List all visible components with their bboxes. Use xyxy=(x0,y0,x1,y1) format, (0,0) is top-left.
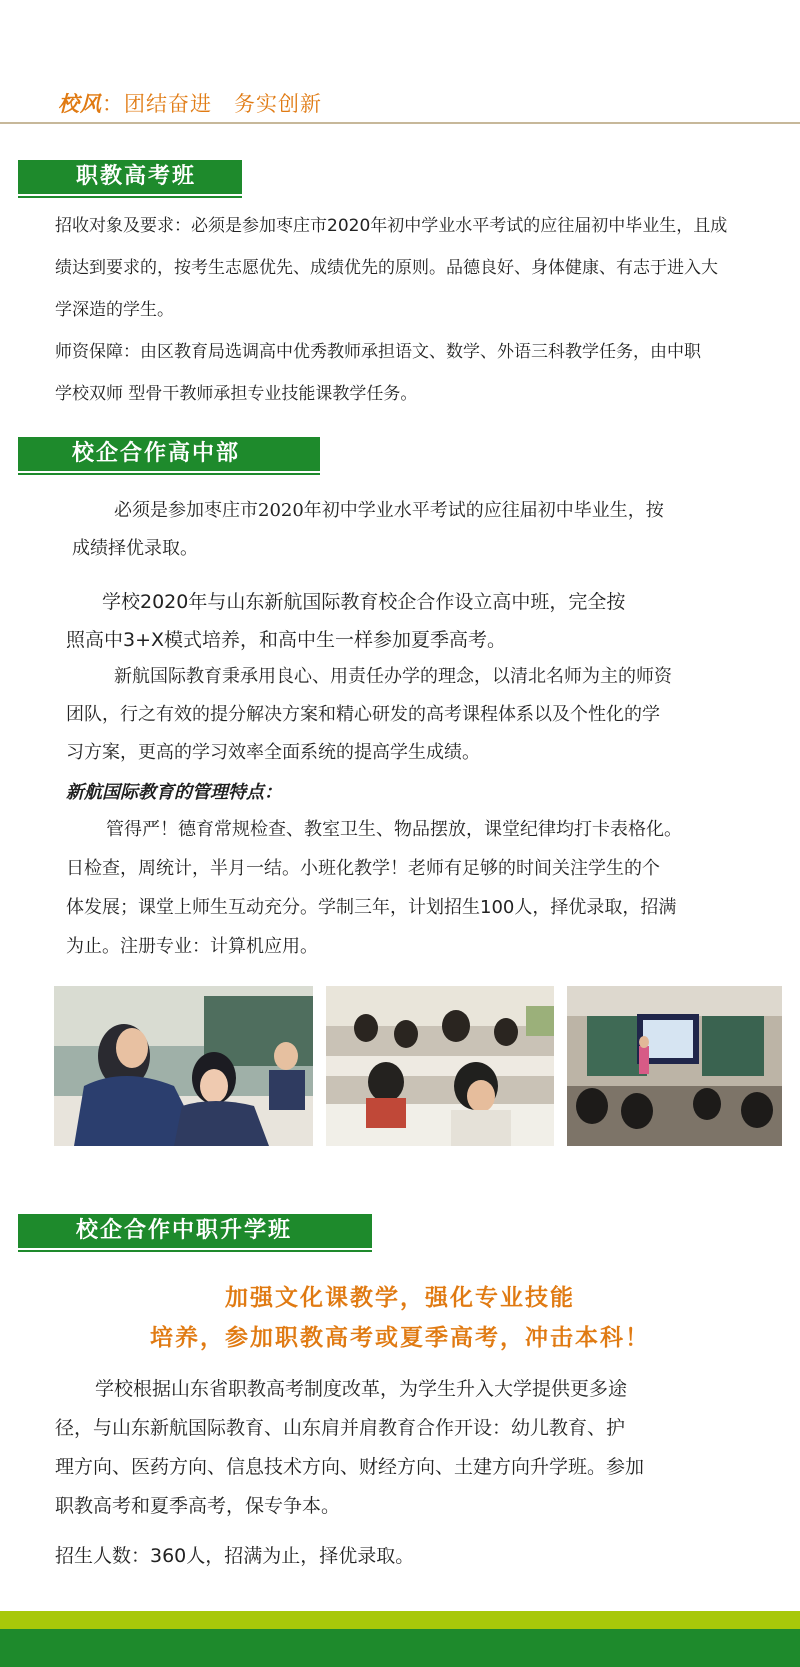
photo-classroom-lecture-image xyxy=(567,986,782,1146)
body-line: 招收对象及要求：必须是参加枣庄市2020年初中学业水平考试的应往届初中毕业生，且成 xyxy=(55,216,728,236)
body-line: 习方案，更高的学习效率全面系统的提高学生成绩。 xyxy=(66,742,480,763)
school-motto xyxy=(58,88,322,118)
motto-label: 校风 xyxy=(58,91,102,116)
footer-stripe-lime xyxy=(0,1611,800,1629)
intro-line: 必须是参加枣庄市2020年初中学业水平考试的应往届初中毕业生，按 xyxy=(114,500,664,521)
body-line: 新航国际教育秉承用良心、用责任办学的理念，以清北名师为主的师资 xyxy=(114,666,672,687)
body-line: 管得严！德育常规检查、教室卫生、物品摆放，课堂纪律均打卡表格化。 xyxy=(106,819,682,840)
section-title: 职教高考班 xyxy=(76,164,197,189)
section-title: 校企合作高中部 xyxy=(72,441,241,466)
promo-slogan xyxy=(0,1278,800,1358)
body-line: 照高中3+X模式培养，和高中生一样参加夏季高考。 xyxy=(66,629,507,651)
section2-intro xyxy=(72,492,772,568)
photo-teacher-tutoring xyxy=(54,986,313,1146)
photo-teacher-tutoring-image xyxy=(54,986,313,1146)
body-line: 绩达到要求的，按考生志愿优先、成绩优先的原则。品德良好、身体健康、有志于进入大 xyxy=(55,258,718,278)
intro-line: 成绩择优录取。 xyxy=(72,538,198,559)
footer-stripe-green xyxy=(0,1629,800,1667)
body-line: 学深造的学生。 xyxy=(55,300,174,320)
management-features-heading: 新航国际教育的管理特点： xyxy=(66,782,282,803)
section-header-cooperative-high-school xyxy=(18,437,320,471)
section-header-vocational-exam xyxy=(18,160,242,194)
slogan-line: 培养，参加职教高考或夏季高考，冲击本科！ xyxy=(150,1325,650,1351)
section-title: 校企合作中职升学班 xyxy=(76,1218,293,1243)
motto-separator: ： xyxy=(102,92,124,116)
section2-paragraph-1 xyxy=(66,583,778,659)
motto-divider xyxy=(0,122,800,124)
body-line: 学校根据山东省职教高考制度改革，为学生升入大学提供更多途 xyxy=(95,1378,628,1400)
body-line: 体发展；课堂上师生互动充分。学制三年，计划招生100人，择优录取，招满 xyxy=(66,897,677,918)
section-header-vocational-upgrade xyxy=(18,1214,372,1248)
body-line: 团队，行之有效的提分解决方案和精心研发的高考课程体系以及个性化的学 xyxy=(66,704,660,725)
motto-value: 团结奋进 务实创新 xyxy=(124,92,322,116)
photo-classroom-students-image xyxy=(326,986,554,1146)
section2-paragraph-3 xyxy=(66,810,778,966)
photo-classroom-lecture xyxy=(567,986,782,1146)
section3-paragraph-1 xyxy=(55,1370,775,1526)
body-line: 学校双师 型骨干教师承担专业技能课教学任务。 xyxy=(55,384,418,404)
body-line: 为止。注册专业：计算机应用。 xyxy=(66,936,318,957)
body-line: 职教高考和夏季高考，保专争本。 xyxy=(55,1495,341,1517)
body-line: 日检查，周统计，半月一结。小班化教学！老师有足够的时间关注学生的个 xyxy=(66,858,660,879)
body-line: 师资保障：由区教育局选调高中优秀教师承担语文、数学、外语三科教学任务，由中职 xyxy=(55,342,701,362)
photo-classroom-students xyxy=(326,986,554,1146)
slogan-line: 加强文化课教学，强化专业技能 xyxy=(225,1285,575,1311)
body-line: 学校2020年与山东新航国际教育校企合作设立高中班，完全按 xyxy=(102,591,626,613)
body-line: 径，与山东新航国际教育、山东肩并肩教育合作开设：幼儿教育、护 xyxy=(55,1417,626,1439)
section2-paragraph-2 xyxy=(66,658,778,772)
body-line: 理方向、医药方向、信息技术方向、财经方向、土建方向升学班。参加 xyxy=(55,1456,645,1478)
section1-body xyxy=(55,205,775,415)
enrollment-info: 招生人数：360人，招满为止，择优录取。 xyxy=(55,1545,415,1567)
